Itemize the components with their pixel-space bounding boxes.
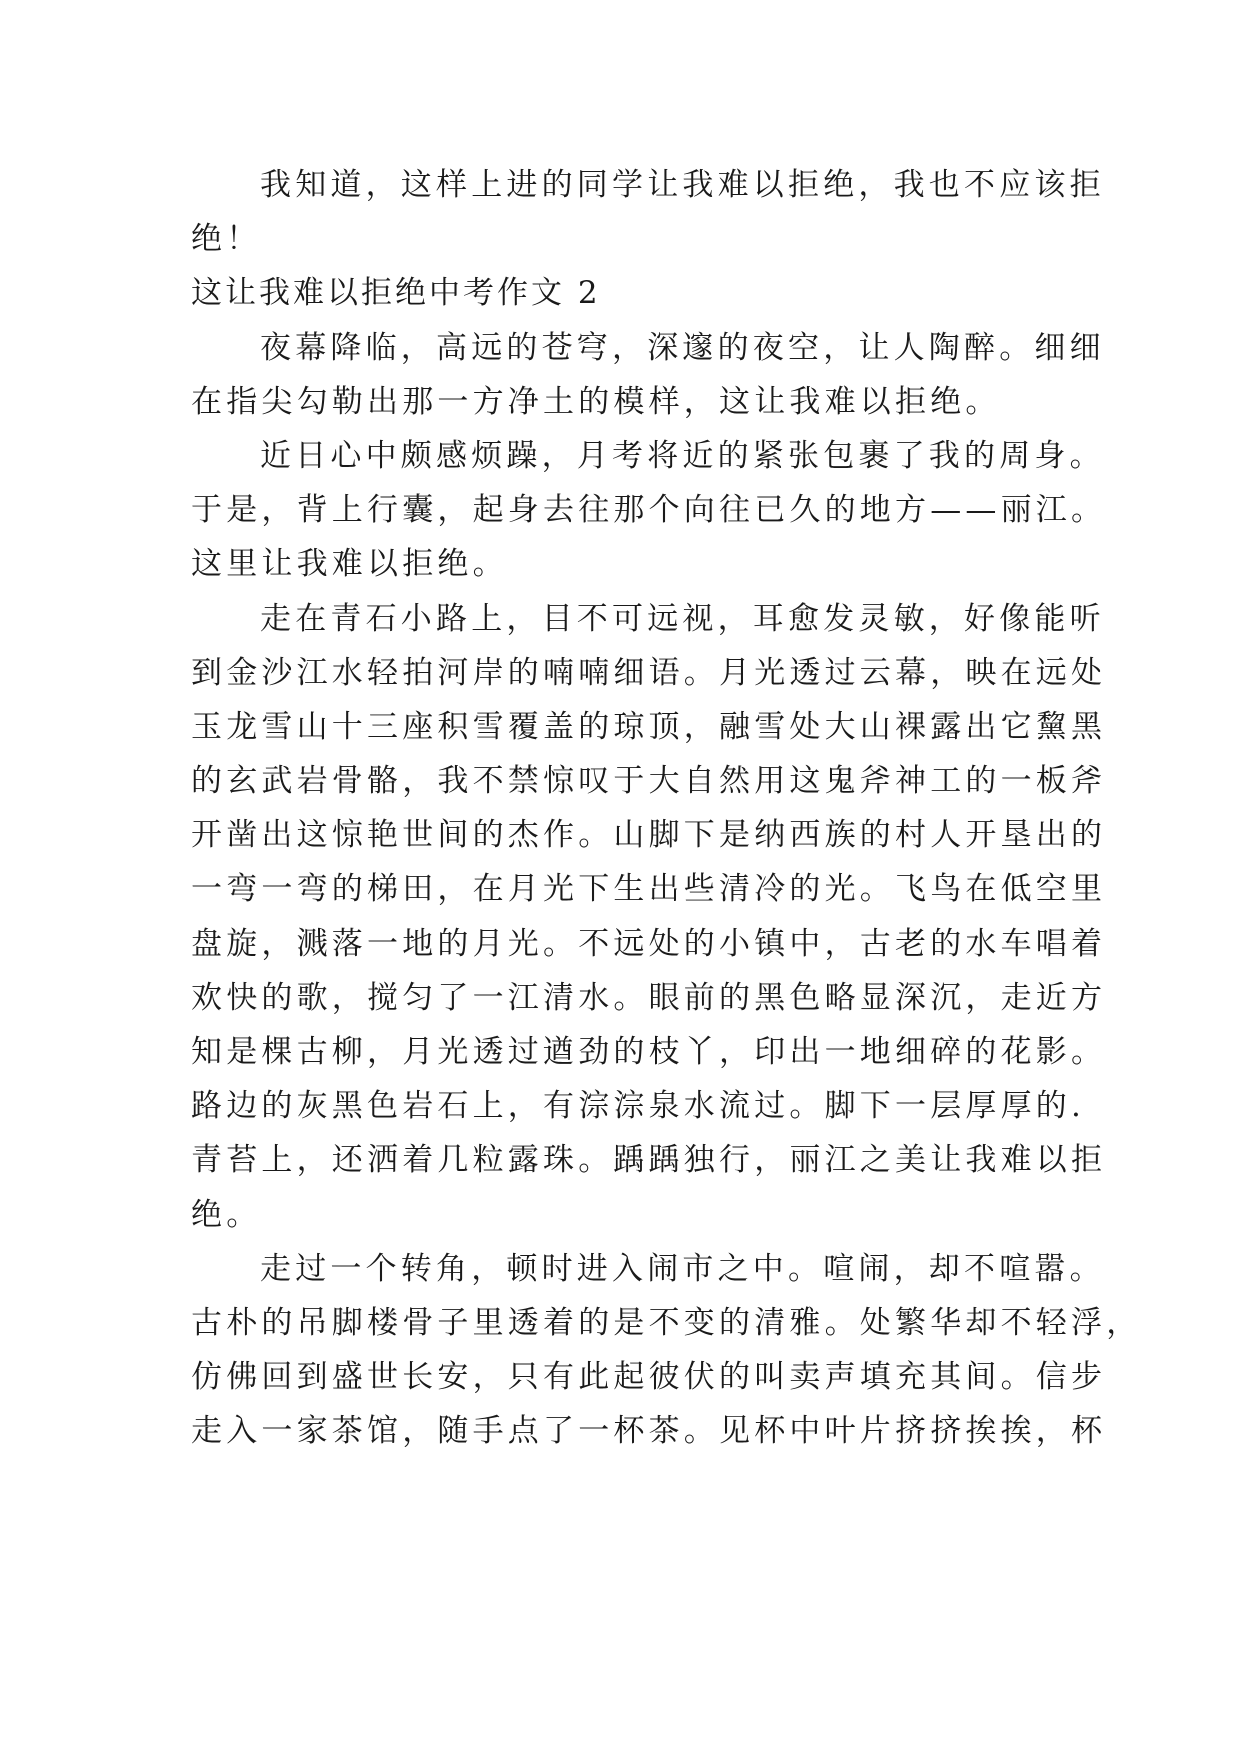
essay-title: 这让我难以拒绝中考作文 2: [191, 275, 601, 312]
text-line: 青苔上，还洒着几粒露珠。踽踽独行，丽江之美让我难以拒: [191, 1142, 1107, 1179]
text-line: 盘旋，溅落一地的月光。不远处的小镇中，古老的水车唱着: [191, 925, 1107, 962]
text-line: 走在青石小路上，目不可远视，耳愈发灵敏，好像能听: [260, 600, 1105, 637]
essay-body: [191, 158, 1142, 1459]
text-line: 玉龙雪山十三座积雪覆盖的琼顶，融雪处大山裸露出它黧黑: [191, 708, 1107, 745]
text-line: 走过一个转角，顿时进入闹市之中。喧闹，却不喧嚣。: [260, 1250, 1105, 1287]
text-line: 路边的灰黑色岩石上，有淙淙泉水流过。脚下一层厚厚的.: [191, 1088, 1086, 1125]
text-line: 古朴的吊脚楼骨子里透着的是不变的清雅。处繁华却不轻浮，: [191, 1304, 1142, 1341]
text-line: 一弯一弯的梯田，在月光下生出些清冷的光。飞鸟在低空里: [191, 871, 1107, 908]
text-line: 我知道，这样上进的同学让我难以拒绝，我也不应该拒: [260, 167, 1105, 203]
text-line: 绝！: [191, 221, 262, 258]
text-line: 于是，背上行囊，起身去往那个向往已久的地方——丽江。: [191, 492, 1107, 529]
text-line: 走入一家茶馆，随手点了一杯茶。见杯中叶片挤挤挨挨，杯: [191, 1413, 1107, 1450]
text-line: 欢快的歌，搅匀了一江清水。眼前的黑色略显深沉，走近方: [191, 979, 1107, 1016]
text-line: 在指尖勾勒出那一方净土的模样，这让我难以拒绝。: [191, 383, 1001, 420]
text-line: 到金沙江水轻拍河岸的喃喃细语。月光透过云幕，映在远处: [191, 654, 1107, 691]
text-line: 近日心中颇感烦躁，月考将近的紧张包裹了我的周身。: [260, 437, 1105, 474]
text-line: 仿佛回到盛世长安，只有此起彼伏的叫卖声填充其间。信步: [191, 1359, 1107, 1396]
text-line: 绝。: [191, 1196, 262, 1233]
text-line: 开凿出这惊艳世间的杰作。山脚下是纳西族的村人开垦出的: [191, 817, 1107, 854]
text-line: 知是棵古柳，月光透过遒劲的枝丫，印出一地细碎的花影。: [191, 1034, 1107, 1070]
text-line: 夜幕降临，高远的苍穹，深邃的夜空，让人陶醉。细细: [260, 329, 1105, 366]
text-line: 的玄武岩骨骼，我不禁惊叹于大自然用这鬼斧神工的一板斧: [191, 763, 1107, 800]
text-line: 这里让我难以拒绝。: [191, 546, 508, 583]
